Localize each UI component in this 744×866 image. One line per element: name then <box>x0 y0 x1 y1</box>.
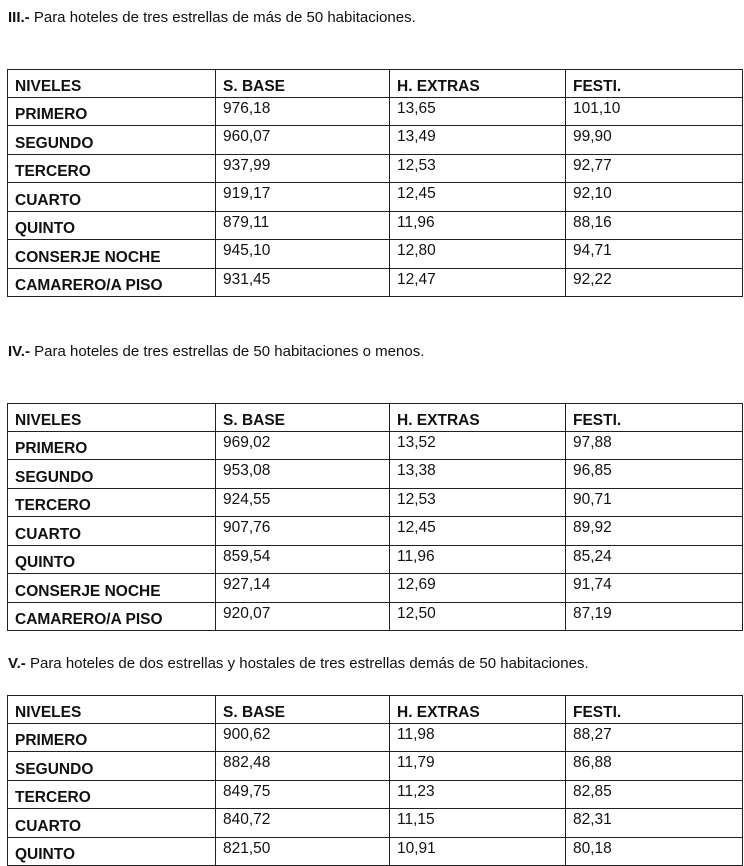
extra-hours-cell: 12,45 <box>390 517 566 546</box>
level-cell: TERCERO <box>8 154 216 183</box>
holiday-cell: 82,85 <box>566 780 743 809</box>
table-header-row <box>8 70 743 98</box>
holiday-cell: 87,19 <box>566 602 743 631</box>
extra-hours-cell: 11,15 <box>390 809 566 838</box>
column-header: H. EXTRAS <box>390 404 566 432</box>
base-salary-cell: 821,50 <box>216 837 390 866</box>
extra-hours-cell: 13,38 <box>390 460 566 489</box>
extra-hours-cell: 12,69 <box>390 574 566 603</box>
holiday-cell: 82,31 <box>566 809 743 838</box>
base-salary-cell: 945,10 <box>216 240 390 269</box>
table-row <box>8 211 743 240</box>
extra-hours-cell: 12,45 <box>390 183 566 212</box>
table-row <box>8 752 743 781</box>
column-header: H. EXTRAS <box>390 70 566 98</box>
extra-hours-cell: 12,47 <box>390 268 566 297</box>
column-header: H. EXTRAS <box>390 696 566 724</box>
salary-table-v <box>7 695 743 866</box>
section-title: Para hoteles de tres estrellas de 50 habitaciones o menos. <box>34 343 425 360</box>
column-header: S. BASE <box>216 70 390 98</box>
extra-hours-cell: 11,96 <box>390 545 566 574</box>
holiday-cell: 92,10 <box>566 183 743 212</box>
salary-table-iii <box>7 69 743 297</box>
table-row <box>8 268 743 297</box>
level-cell: CUARTO <box>8 183 216 212</box>
holiday-cell: 86,88 <box>566 752 743 781</box>
base-salary-cell: 927,14 <box>216 574 390 603</box>
column-header: S. BASE <box>216 404 390 432</box>
level-cell: CONSERJE NOCHE <box>8 574 216 603</box>
holiday-cell: 92,77 <box>566 154 743 183</box>
holiday-cell: 92,22 <box>566 268 743 297</box>
table-row <box>8 574 743 603</box>
base-salary-cell: 960,07 <box>216 126 390 155</box>
column-header: NIVELES <box>8 696 216 724</box>
base-salary-cell: 840,72 <box>216 809 390 838</box>
table-header-row <box>8 404 743 432</box>
level-cell: QUINTO <box>8 837 216 866</box>
level-cell: TERCERO <box>8 780 216 809</box>
section-number: IV.- <box>8 343 30 360</box>
table-row <box>8 517 743 546</box>
extra-hours-cell: 12,53 <box>390 154 566 183</box>
table-row <box>8 602 743 631</box>
table-row <box>8 431 743 460</box>
section-number: III.- <box>8 9 30 26</box>
holiday-cell: 90,71 <box>566 488 743 517</box>
base-salary-cell: 849,75 <box>216 780 390 809</box>
section-heading-iv <box>8 343 424 360</box>
section-title: Para hoteles de dos estrellas y hostales de tres estrellas demás de 50 habitaciones. <box>29 655 589 672</box>
base-salary-cell: 969,02 <box>216 431 390 460</box>
table-row <box>8 545 743 574</box>
level-cell: PRIMERO <box>8 97 216 126</box>
salary-table-iv <box>7 403 743 631</box>
extra-hours-cell: 12,50 <box>390 602 566 631</box>
holiday-cell: 101,10 <box>566 97 743 126</box>
extra-hours-cell: 12,53 <box>390 488 566 517</box>
base-salary-cell: 882,48 <box>216 752 390 781</box>
table-row <box>8 240 743 269</box>
base-salary-cell: 931,45 <box>216 268 390 297</box>
holiday-cell: 88,16 <box>566 211 743 240</box>
table-row <box>8 126 743 155</box>
base-salary-cell: 953,08 <box>216 460 390 489</box>
extra-hours-cell: 11,79 <box>390 752 566 781</box>
section-heading-v <box>8 655 589 672</box>
level-cell: SEGUNDO <box>8 752 216 781</box>
extra-hours-cell: 13,52 <box>390 431 566 460</box>
level-cell: CUARTO <box>8 809 216 838</box>
table-row <box>8 154 743 183</box>
column-header: S. BASE <box>216 696 390 724</box>
extra-hours-cell: 13,49 <box>390 126 566 155</box>
level-cell: SEGUNDO <box>8 460 216 489</box>
base-salary-cell: 859,54 <box>216 545 390 574</box>
holiday-cell: 91,74 <box>566 574 743 603</box>
table-header-row <box>8 696 743 724</box>
section-title: Para hoteles de tres estrellas de más de 50 habitaciones. <box>33 9 416 26</box>
base-salary-cell: 920,07 <box>216 602 390 631</box>
holiday-cell: 85,24 <box>566 545 743 574</box>
level-cell: CAMARERO/A PISO <box>8 268 216 297</box>
level-cell: QUINTO <box>8 545 216 574</box>
level-cell: QUINTO <box>8 211 216 240</box>
extra-hours-cell: 11,23 <box>390 780 566 809</box>
extra-hours-cell: 12,80 <box>390 240 566 269</box>
base-salary-cell: 937,99 <box>216 154 390 183</box>
level-cell: CAMARERO/A PISO <box>8 602 216 631</box>
column-header: NIVELES <box>8 70 216 98</box>
table-row <box>8 723 743 752</box>
table-row <box>8 837 743 866</box>
base-salary-cell: 907,76 <box>216 517 390 546</box>
level-cell: PRIMERO <box>8 431 216 460</box>
holiday-cell: 88,27 <box>566 723 743 752</box>
level-cell: CUARTO <box>8 517 216 546</box>
table-row <box>8 460 743 489</box>
extra-hours-cell: 10,91 <box>390 837 566 866</box>
holiday-cell: 97,88 <box>566 431 743 460</box>
table-row <box>8 809 743 838</box>
base-salary-cell: 900,62 <box>216 723 390 752</box>
level-cell: CONSERJE NOCHE <box>8 240 216 269</box>
section-heading-iii <box>8 9 416 26</box>
level-cell: SEGUNDO <box>8 126 216 155</box>
column-header: NIVELES <box>8 404 216 432</box>
holiday-cell: 96,85 <box>566 460 743 489</box>
section-number: V.- <box>8 655 26 672</box>
extra-hours-cell: 11,98 <box>390 723 566 752</box>
extra-hours-cell: 11,96 <box>390 211 566 240</box>
holiday-cell: 80,18 <box>566 837 743 866</box>
holiday-cell: 99,90 <box>566 126 743 155</box>
holiday-cell: 89,92 <box>566 517 743 546</box>
level-cell: PRIMERO <box>8 723 216 752</box>
column-header: FESTI. <box>566 696 743 724</box>
table-row <box>8 183 743 212</box>
base-salary-cell: 976,18 <box>216 97 390 126</box>
base-salary-cell: 924,55 <box>216 488 390 517</box>
base-salary-cell: 879,11 <box>216 211 390 240</box>
column-header: FESTI. <box>566 70 743 98</box>
base-salary-cell: 919,17 <box>216 183 390 212</box>
extra-hours-cell: 13,65 <box>390 97 566 126</box>
column-header: FESTI. <box>566 404 743 432</box>
level-cell: TERCERO <box>8 488 216 517</box>
table-row <box>8 97 743 126</box>
holiday-cell: 94,71 <box>566 240 743 269</box>
table-row <box>8 780 743 809</box>
table-row <box>8 488 743 517</box>
